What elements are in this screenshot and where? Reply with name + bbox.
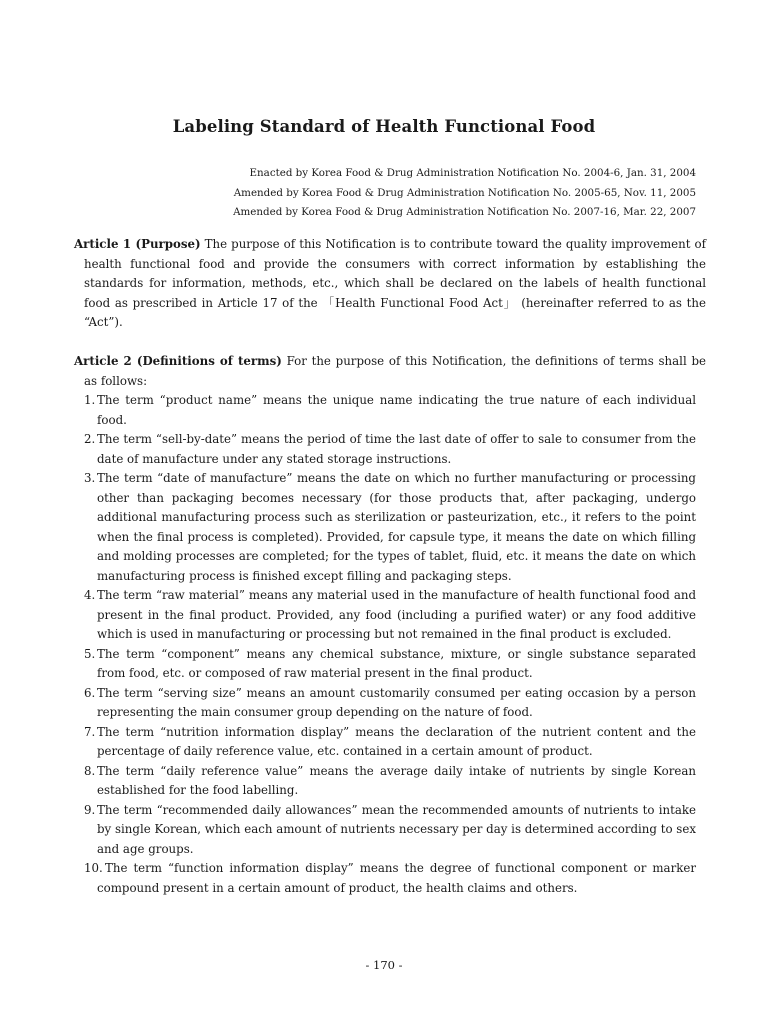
item-number: 6. — [84, 685, 96, 700]
item-number: 7. — [84, 724, 96, 739]
list-item — [84, 859, 696, 898]
list-item — [84, 723, 696, 762]
history-line: Amended by Korea Food & Drug Administration Notification No. 2005-65, Nov. 11, 2005 — [233, 186, 696, 199]
definitions-list — [84, 391, 696, 898]
item-text: The term “sell-by-date” means the period of time the last date of offer to sale to consumer from the date of manufacture under any stated storage instructions. — [97, 432, 696, 466]
history-line: Enacted by Korea Food & Drug Administration Notification No. 2004-6, Jan. 31, 2004 — [249, 167, 696, 179]
item-number: 9. — [84, 802, 96, 817]
item-number: 5. — [84, 646, 96, 661]
item-text: The term “date of manufacture” means the date on which no further manufacturing or processing other than packaging becomes necessary (for those products that, after packaging, undergo additional manufacturing process such as sterilization or pasteurization, etc., it refers to the point when the final process is completed). Provided, for capsule type, it means the date on which filling and molding processes are completed; for the types of tablet, fluid, etc. it means the date on which manufacturing process is finished except filling and packaging steps. — [97, 471, 696, 583]
page-number: - 170 - — [365, 958, 403, 972]
item-number: 8. — [84, 763, 96, 778]
list-item — [84, 645, 696, 684]
item-text: The term “function information display” means the degree of functional component or marker compound present in a certain amount of product, the health claims and others. — [97, 861, 696, 895]
article-heading: Article 2 (Definitions of terms) — [74, 354, 282, 368]
article-text: The purpose of this Notification is to contribute toward the quality improvement of health functional food and provide the consumers with correct information by establishing the standards for information, methods, etc., which shall be declared on the labels of health functional food as prescribed in Article 17 of the 「Health Functional Food Act」 (hereinafter referred to as the “Act”). — [84, 237, 706, 329]
item-number: 1. — [84, 393, 96, 407]
item-text: The term “raw material” means any material used in the manufacture of health functional food and present in the final product. Provided, any food (including a purified water) or any food additive which is used in manufacturing or processing but not remained in the final product is excluded. — [97, 588, 696, 641]
list-item — [84, 801, 696, 860]
document-title: Labeling Standard of Health Functional Food — [172, 117, 596, 136]
item-number: 4. — [84, 588, 96, 602]
amendment-history — [96, 164, 696, 223]
item-text: The term “product name” means the unique name indicating the true nature of each individual food. — [97, 393, 696, 427]
item-text: The term “recommended daily allowances” mean the recommended amounts of nutrients to intake by single Korean, which each amount of nutrients necessary per day is determined according to sex and age groups. — [97, 802, 696, 856]
list-item — [84, 586, 696, 645]
item-text: The term “serving size” means an amount customarily consumed per eating occasion by a person representing the main consumer group depending on the nature of food. — [97, 685, 696, 719]
item-number: 2. — [84, 432, 96, 446]
history-line: Amended by Korea Food & Drug Administration Notification No. 2007-16, Mar. 22, 2007 — [233, 206, 696, 218]
article-2 — [74, 352, 706, 391]
list-item — [84, 430, 696, 469]
list-item — [84, 762, 696, 801]
list-item — [84, 469, 696, 586]
item-number: 3. — [84, 471, 96, 485]
list-item — [84, 391, 696, 430]
article-text: For the purpose of this Notification, the definitions of terms shall be as follows: — [84, 354, 706, 388]
item-text: The term “nutrition information display” means the declaration of the nutrient content and the percentage of daily reference value, etc. contained in a certain amount of product. — [97, 724, 696, 758]
item-text: The term “component” means any chemical substance, mixture, or single substance separated from food, etc. or composed of raw material present in the final product. — [97, 646, 696, 680]
list-item — [84, 684, 696, 723]
item-text: The term “daily reference value” means the average daily intake of nutrients by single Korean established for the food labelling. — [97, 763, 696, 797]
article-1 — [74, 235, 706, 333]
item-number: 10. — [84, 861, 103, 875]
article-heading: Article 1 (Purpose) — [74, 237, 201, 251]
